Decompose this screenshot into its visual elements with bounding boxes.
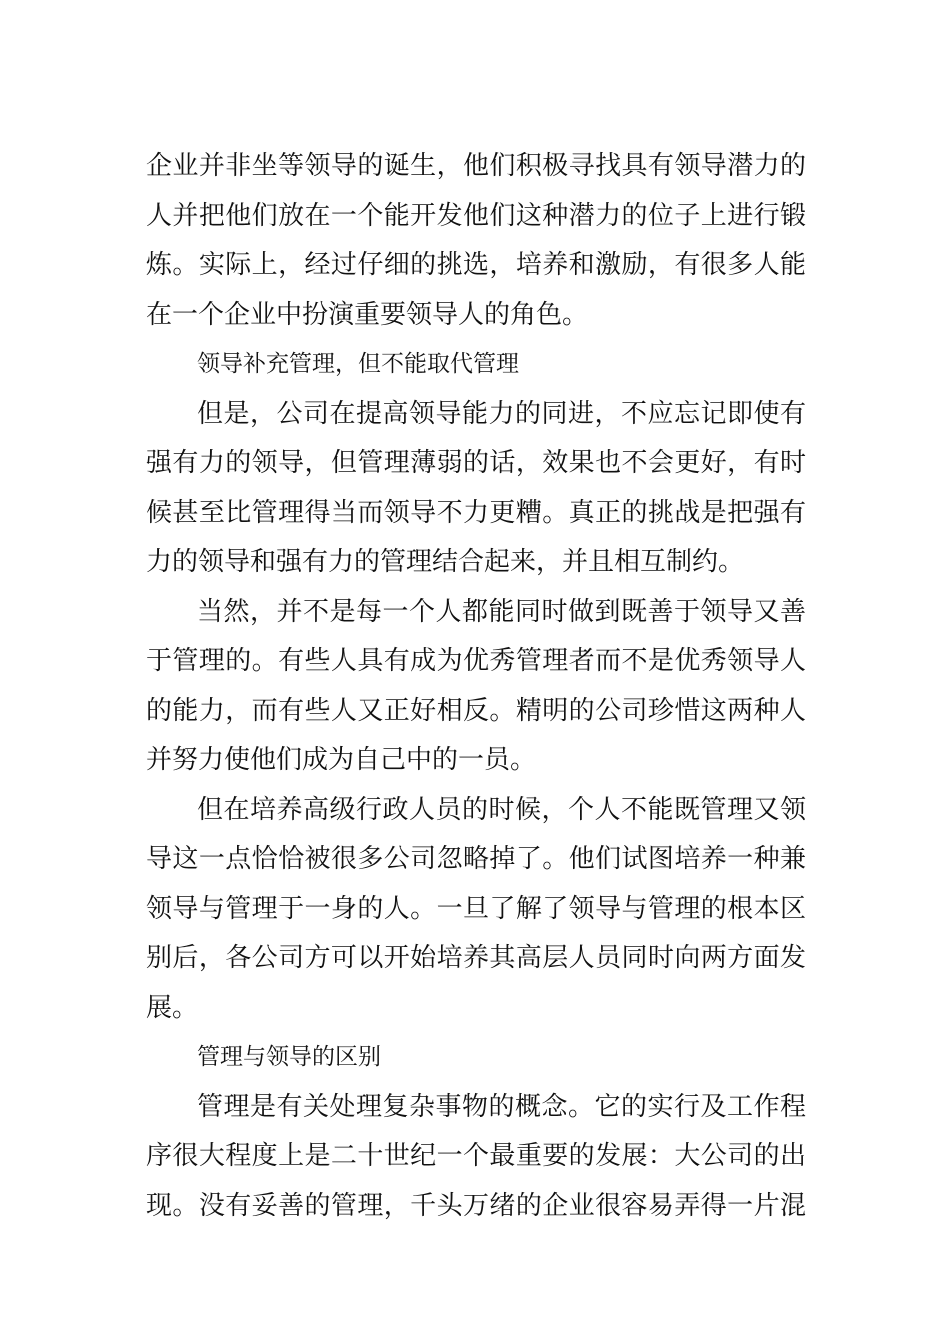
paragraph-1-line-3: 炼。实际上，经过仔细的挑选，培养和激励，有很多人能 bbox=[146, 250, 806, 280]
paragraph-5-line-2: 序很大程度上是二十世纪一个最重要的发展：大公司的出 bbox=[146, 1141, 806, 1171]
paragraph-4-line-1: 但在培养高级行政人员的时候，个人不能既管理又领 bbox=[197, 795, 806, 825]
section-heading-1: 领导补充管理，但不能取代管理 bbox=[197, 351, 519, 377]
paragraph-4-line-4: 别后，各公司方可以开始培养其高层人员同时向两方面发 bbox=[146, 943, 806, 973]
paragraph-3-line-2: 于管理的。有些人具有成为优秀管理者而不是优秀领导人 bbox=[146, 646, 806, 676]
paragraph-4-line-2: 导这一点恰恰被很多公司忽略掉了。他们试图培养一种兼 bbox=[146, 844, 806, 874]
paragraph-4-line-3: 领导与管理于一身的人。一旦了解了领导与管理的根本区 bbox=[146, 894, 806, 924]
paragraph-2-line-2: 强有力的领导，但管理薄弱的话，效果也不会更好，有时 bbox=[146, 448, 806, 478]
paragraph-5-line-1: 管理是有关处理复杂事物的概念。它的实行及工作程 bbox=[197, 1092, 806, 1122]
paragraph-1-line-4: 在一个企业中扮演重要领导人的角色。 bbox=[146, 300, 589, 330]
paragraph-5-line-3: 现。没有妥善的管理，千头万绪的企业很容易弄得一片混 bbox=[146, 1191, 806, 1221]
paragraph-2-line-1: 但是，公司在提高领导能力的同进，不应忘记即使有 bbox=[197, 399, 806, 429]
paragraph-4-line-5: 展。 bbox=[146, 993, 199, 1023]
paragraph-1-line-1: 企业并非坐等领导的诞生，他们积极寻找具有领导潜力的 bbox=[146, 151, 806, 181]
paragraph-3-line-1: 当然，并不是每一个人都能同时做到既善于领导又善 bbox=[197, 597, 806, 627]
paragraph-2-line-4: 力的领导和强有力的管理结合起来，并且相互制约。 bbox=[146, 547, 745, 577]
paragraph-1-line-2: 人并把他们放在一个能开发他们这种潜力的位子上进行锻 bbox=[146, 201, 806, 231]
paragraph-2-line-3: 候甚至比管理得当而领导不力更糟。真正的挑战是把强有 bbox=[146, 498, 806, 528]
paragraph-3-line-3: 的能力，而有些人又正好相反。精明的公司珍惜这两种人 bbox=[146, 696, 806, 726]
paragraph-3-line-4: 并努力使他们成为自己中的一员。 bbox=[146, 745, 537, 775]
section-heading-2: 管理与领导的区别 bbox=[197, 1044, 381, 1070]
